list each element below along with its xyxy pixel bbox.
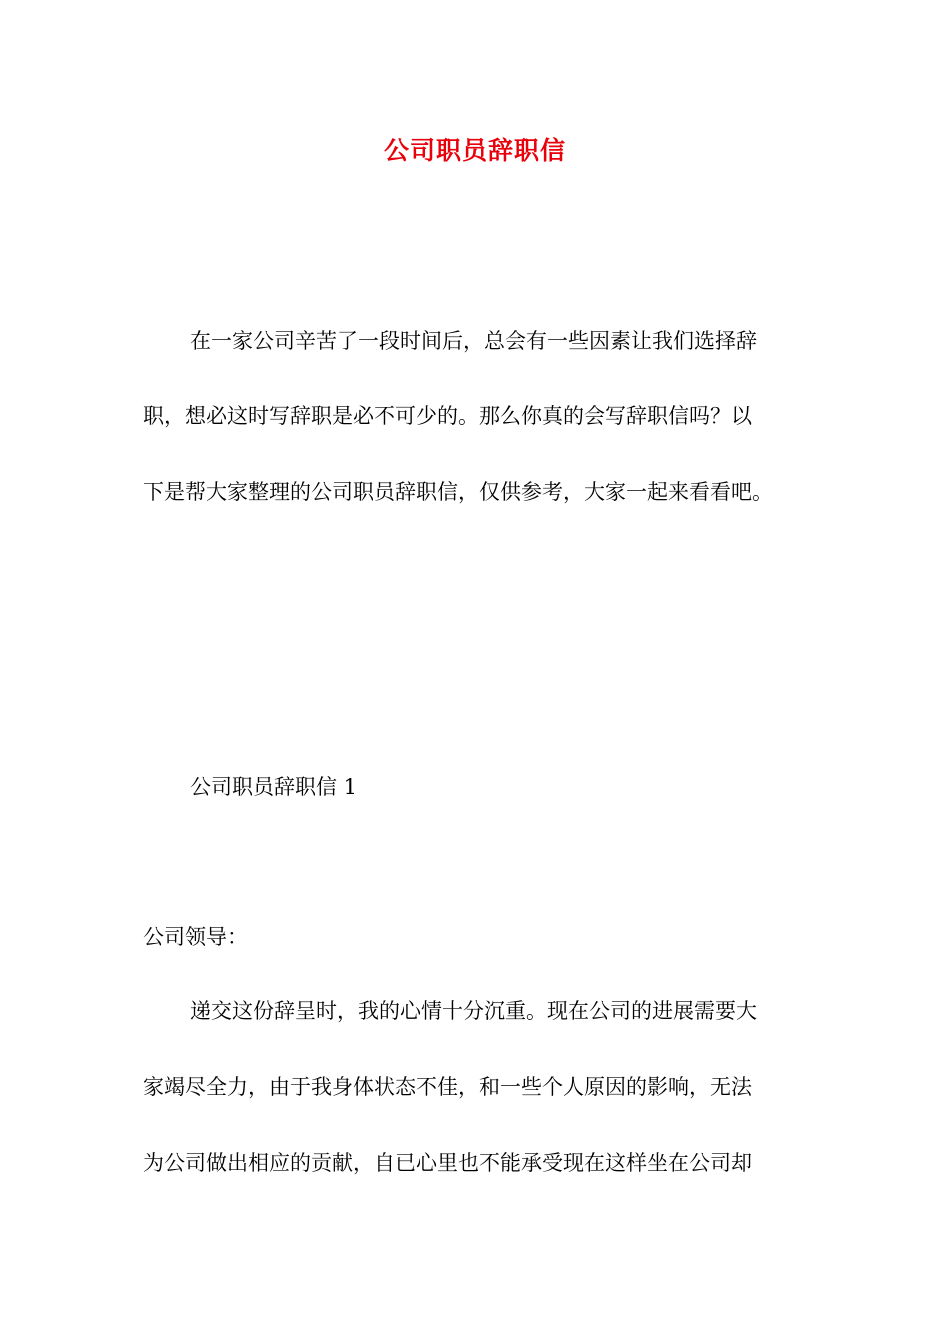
section-heading: 公司职员辞职信 1 bbox=[190, 775, 358, 799]
body-line-2: 家竭尽全力，由于我身体状态不佳，和一些个人原因的影响，无法 bbox=[143, 1075, 752, 1099]
salutation: 公司领导： bbox=[143, 925, 248, 949]
body-line-1: 递交这份辞呈时，我的心情十分沉重。现在公司的进展需要大 bbox=[190, 999, 757, 1023]
document-title: 公司职员辞职信 bbox=[383, 136, 566, 165]
intro-line-2: 职，想必这时写辞职是必不可少的。那么你真的会写辞职信吗？以 bbox=[143, 404, 752, 428]
intro-line-3: 下是帮大家整理的公司职员辞职信，仅供参考，大家一起来看看吧。 bbox=[143, 480, 773, 504]
intro-line-1: 在一家公司辛苦了一段时间后，总会有一些因素让我们选择辞 bbox=[190, 329, 757, 353]
body-line-3: 为公司做出相应的贡献，自已心里也不能承受现在这样坐在公司却 bbox=[143, 1151, 752, 1175]
